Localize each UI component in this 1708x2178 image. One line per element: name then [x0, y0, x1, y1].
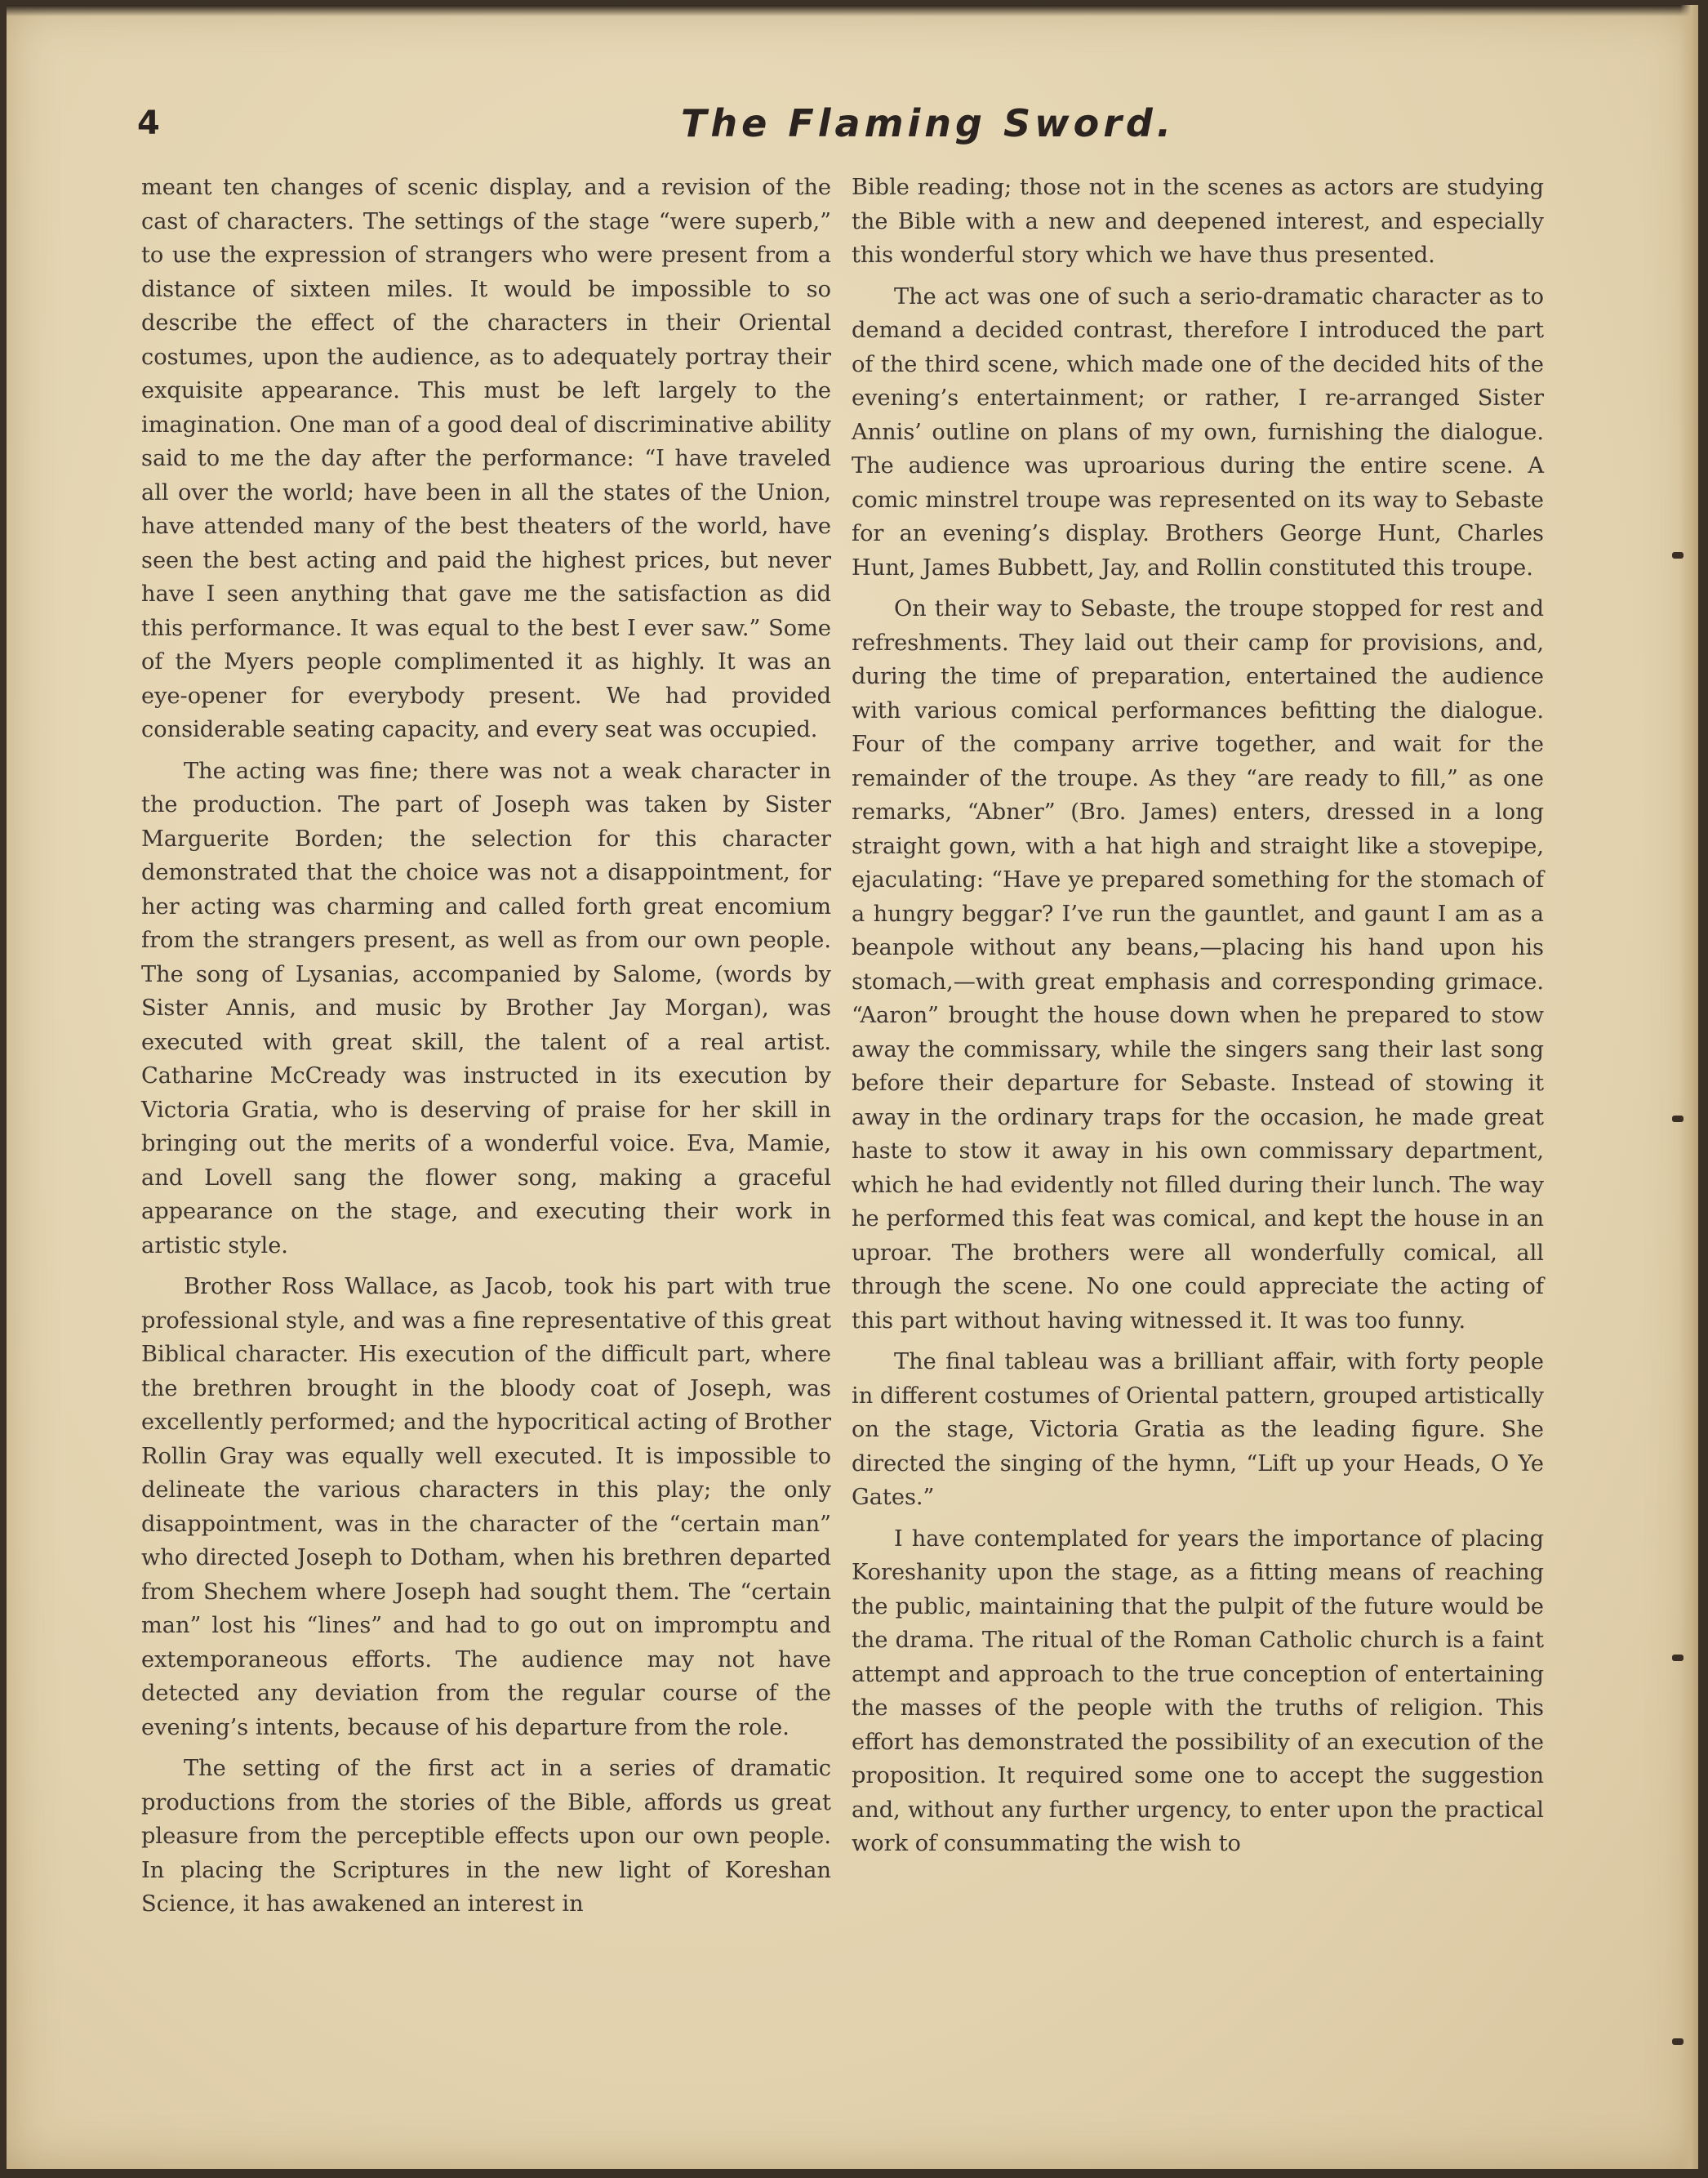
- paragraph: The acting was fine; there was not a weak character in the production. The part of Joseph was taken by Sister Marguerite Borden; the selection for this character demonstrated that the choice was not a disappointment, for her acting was charming and called forth great encomium from the strangers present, as well as from our own people. The song of Lysanias, accompanied by Salome, (words by Sister Annis, and music by Brother Jay Morgan), was executed with great skill, the talent of a real artist. Catharine McCready was instructed in its execution by Victoria Gratia, who is deserving of praise for her skill in bringing out the merits of a wonderful voice. Eva, Mamie, and Lovell sang the flower song, making a graceful appearance on the stage, and executing their work in artistic style.: [141, 758, 831, 1258]
- paragraph: The setting of the first act in a series of dramatic productions from the stories of the Bible, affords us great pleasure from the perceptible effects upon our own people. In placing the Scriptures in the new light of Koreshan Science, it has awakened an interest in: [141, 1756, 831, 1917]
- paragraph: The final tableau was a brilliant affair, with forty people in different costumes of Oriental pattern, grouped artistically on the stage, Victoria Gratia as the leading figure. She directed the singing of the hymn, “Lift up your Heads, O Ye Gates.”: [852, 1349, 1544, 1510]
- paragraph: Bible reading; those not in the scenes as actors are studying the Bible with a new and deepened interest, and especially this wonderful story which we have thus presented.: [852, 175, 1544, 268]
- paragraph: The act was one of such a serio-dramatic character as to demand a decided contrast, therefore I introduced the part of the third scene, which made one of the decided hits of the evening’s entertainment; or rather, I re-arranged Sister Annis’ outline on plans of my own, furnishing the dialogue. The audience was uproarious during the entire scene. A comic minstrel troupe was represented on its way to Sebaste for an evening’s display. Brothers George Hunt, Charles Hunt, James Bubbett, Jay, and Rollin constituted this troupe.: [852, 283, 1544, 581]
- right-column: [852, 171, 1544, 1861]
- paragraph: meant ten changes of scenic display, and a revision of the cast of characters. The settings of the stage “were superb,” to use the expression of strangers who were present from a distance of sixteen miles. It would be impossible to so describe the effect of the characters in their Oriental costumes, upon the audience, as to adequately portray their exquisite appearance. This must be left largely to the imagination. One man of a good deal of discriminative ability said to me the day after the performance: “I have traveled all over the world; have been in all the states of the Union, have attended many of the best theaters of the world, have seen the best acting and paid the highest prices, but never have I seen anything that gave me the satisfaction as did this performance. It was equal to the best I ever saw.” Some of the Myers people complimented it as highly. It was an eye-opener for everybody present. We had provided considerable seating capacity, and every seat was occupied.: [141, 175, 831, 742]
- paragraph: I have contemplated for years the importance of placing Koreshanity upon the stage, as a fitting means of reaching the public, maintaining that the pulpit of the future would be the drama. The ritual of the Roman Catholic church is a faint attempt and approach to the true conception of entertaining the masses of the people with the truths of religion. This effort has demonstrated the possibility of an execution of the proposition. It required some one to accept the suggestion and, without any further urgency, to enter upon the practical work of consummating the wish to: [852, 1525, 1544, 1856]
- binding-mark: [1672, 1655, 1684, 1661]
- magazine-page: [7, 5, 1698, 2169]
- binding-mark: [1672, 552, 1684, 559]
- page-number: 4: [137, 105, 160, 142]
- running-head: The Flaming Sword.: [681, 101, 1176, 145]
- paragraph: On their way to Sebaste, the troupe stopped for rest and refreshments. They laid out their camp for provisions, and, during the time of preparation, entertained the audience with various comical performances befitting the dialogue. Four of the company arrive together, and wait for the remainder of the troupe. As they “are ready to fill,” as one remarks, “Abner” (Bro. James) enters, dressed in a long straight gown, with a hat high and straight like a stovepipe, ejaculating: “Have ye prepared something for the stomach of a hungry beggar? I’ve run the gauntlet, and gaunt I am as a beanpole without any beans,—placing his hand upon his stomach,—with great emphasis and corresponding grimace. “Aaron” brought the house down when he prepared to stow away the commissary, while the singers sang their last song before their departure for Sebaste. Instead of stowing it away in the ordinary traps for the occasion, he made great haste to stow it away in his own commissary department, which he had evidently not filled during their lunch. The way he performed this feat was comical, and kept the house in an uproar. The brothers were all wonderfully comical, all through the scene. No one could appreciate the acting of this part without having witnessed it. It was too funny.: [852, 596, 1544, 1334]
- page-top-edge: [7, 5, 1698, 16]
- paragraph: Brother Ross Wallace, as Jacob, took his part with true professional style, and was a fine representative of this great Biblical character. His execution of the difficult part, where the brethren brought in the bloody coat of Joseph, was excellently performed; and the hypocritical acting of Brother Rollin Gray was equally well executed. It is impossible to delineate the various characters in this play; the only disappointment, was in the character of the “certain man” who directed Joseph to Dotham, when his brethren departed from Shechem where Joseph had sought them. The “certain man” lost his “lines” and had to go out on impromptu and extemporaneous efforts. The audience may not have detected any deviation from the regular course of the evening’s intents, because of his departure from the role.: [141, 1274, 831, 1740]
- left-column: [141, 171, 831, 1922]
- binding-mark: [1672, 1116, 1684, 1122]
- page-binding-edge: [1680, 5, 1698, 2169]
- binding-mark: [1672, 2038, 1684, 2045]
